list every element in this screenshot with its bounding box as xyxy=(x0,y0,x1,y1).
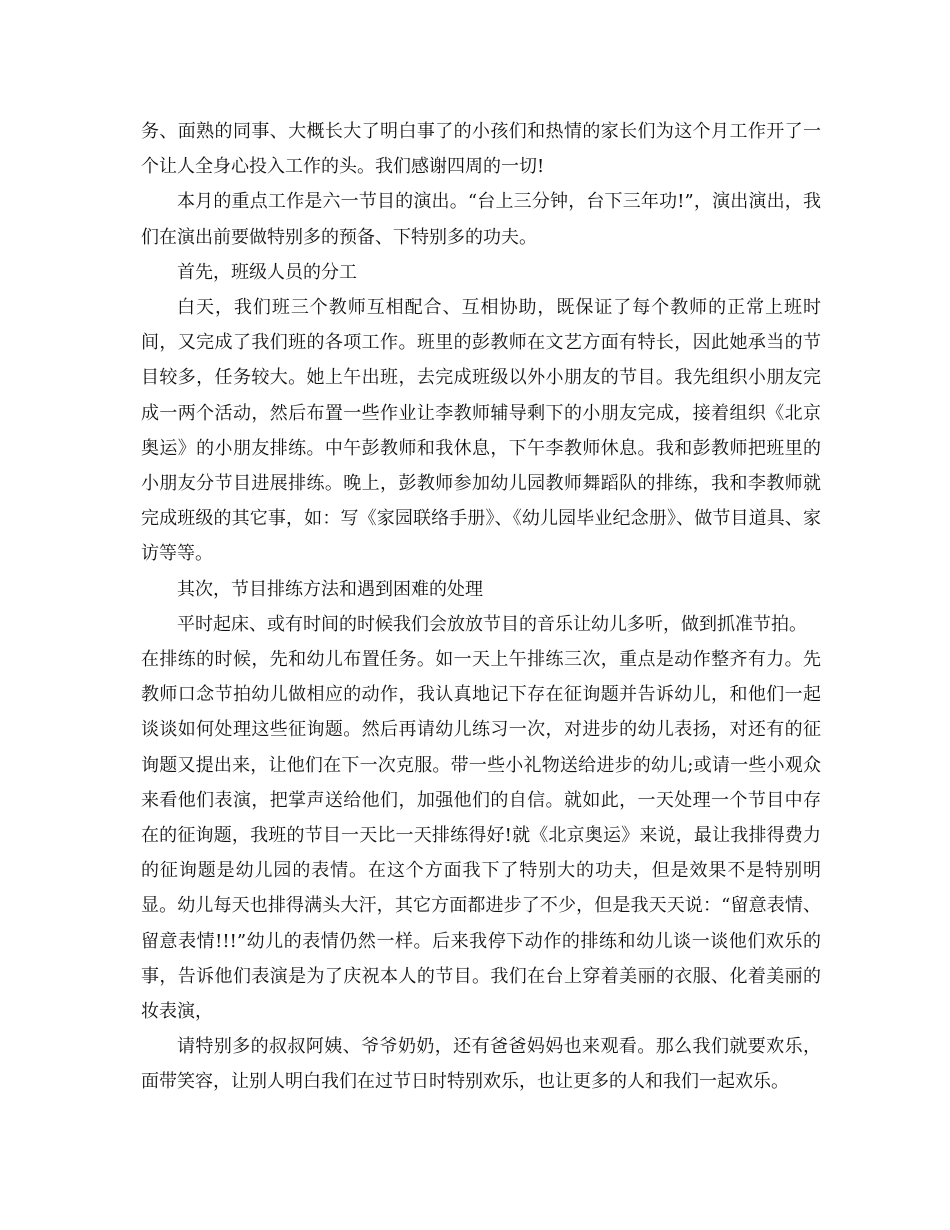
paragraph-continuation-intro: 务、面熟的同事、大概长大了明白事了的小孩们和热情的家长们为这个月工作开了一个让人全身心投入工作的头。我们感谢四周的一切! xyxy=(141,121,821,178)
paragraph-rehearsal-details: 在排练的时候，先和幼儿布置任务。如一天上午排练三次，重点是动作整齐有力。先教师口念节拍幼儿做相应的动作，我认真地记下存在征询题并告诉幼儿，和他们一起谈谈如何处理这些征询题。然后再请幼儿练习一次，对进步的幼儿表扬，对还有的征询题又提出来，让他们在下一次克服。带一些小礼物送给进步的幼儿;或请一些小观众来看他们表演，把掌声送给他们，加强他们的自信。就如此，一天处理一个节目中存在的征询题，我班的节目一天比一天排练得好!就《北京奥运》来说，最让我排得费力的征询题是幼儿园的表情。在这个方面我下了特别大的功夫，但是效果不是特别明显。幼儿每天也排得满头大汗，其它方面都进步了不少，但是我天天说：“留意表情、留意表情!!!”幼儿的表情仍然一样。后来我停下动作的排练和幼儿谈一谈他们欢乐的事，告诉他们表演是为了庆祝本人的节目。我们在台上穿着美丽的衣服、化着美丽的妆表演， xyxy=(141,649,821,1023)
section-heading-rehearsal-methods: 其次，节目排练方法和遇到困难的处理 xyxy=(177,578,483,600)
section-heading-staff-division: 首先，班级人员的分工 xyxy=(177,261,357,283)
paragraph-audience-joy: 请特别多的叔叔阿姨、爷爷奶奶，还有爸爸妈妈也来观看。那么我们就要欢乐，面带笑容，让别人明白我们在过节日时特别欢乐，也让更多的人和我们一起欢乐。 xyxy=(141,1036,821,1093)
paragraph-music-listening: 平时起床、或有时间的时候我们会放放节目的音乐让幼儿多听，做到抓准节拍。 xyxy=(177,613,807,635)
paragraph-staff-division: 白天，我们班三个教师互相配合、互相协助，既保证了每个教师的正常上班时间，又完成了我们班的各项工作。班里的彭教师在文艺方面有特长，因此她承当的节目较多，任务较大。她上午出班，去完成班级以外小朋友的节目。我先组织小朋友完成一两个活动，然后布置一些作业让李教师辅导剩下的小朋友完成，接着组织《北京奥运》的小朋友排练。中午彭教师和我休息，下午李教师休息。我和彭教师把班里的小朋友分节目进展排练。晚上，彭教师参加幼儿园教师舞蹈队的排练，我和李教师就完成班级的其它事，如：写《家园联络手册》、《幼儿园毕业纪念册》、做节目道具、家访等等。 xyxy=(141,297,821,565)
paragraph-performance-focus: 本月的重点工作是六一节目的演出。“台上三分钟，台下三年功!”，演出演出，我们在演出前要做特别多的预备、下特别多的功夫。 xyxy=(141,191,821,248)
document-body xyxy=(141,114,821,1100)
